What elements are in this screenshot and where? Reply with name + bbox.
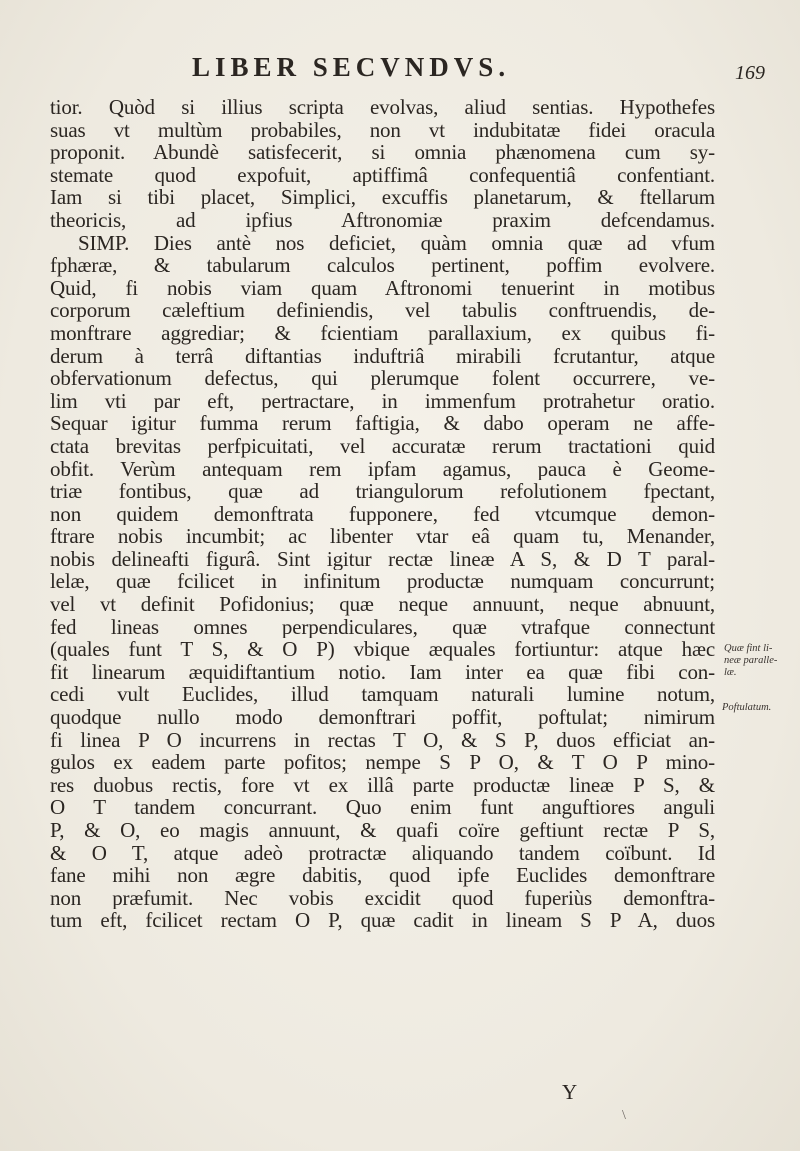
text-line: vel vt definit Pofidonius; quæ neque annuunt, neque abnuunt, — [50, 593, 715, 616]
text-line: lelæ, quæ fcilicet in infinitum productæ numquam concurrunt; — [50, 570, 715, 594]
text-body — [50, 96, 715, 932]
text-line: SIMP. Dies antè nos deficiet, quàm omnia quæ ad vfum — [78, 231, 715, 255]
text-line: fphæræ, & tabularum calculos pertinent, poffim evolvere. — [50, 254, 715, 277]
text-line: O T tandem concurrant. Quo enim funt anguftiores anguli — [50, 796, 715, 819]
text-line: fed lineas omnes perpendiculares, quæ vtrafque connectunt — [50, 615, 715, 639]
page-number: 169 — [735, 62, 765, 84]
text-line: triæ fontibus, quæ ad triangulorum refolutionem fpectant, — [50, 480, 715, 503]
text-line: nobis delineafti figurâ. Sint igitur rectæ lineæ A S, & D T paral- — [50, 547, 715, 571]
text-line: & O T, atque adeò protractæ aliquando tandem coïbunt. Id — [50, 841, 715, 865]
text-line: monftrare aggrediar; & fcientiam parallaxium, ex quibus fi- — [50, 321, 715, 345]
text-line: lim vti par eft, pertractare, in immenfum protrahetur oratio. — [50, 389, 715, 413]
text-line: Quid, fi nobis viam quam Aftronomi tenuerint in motibus — [50, 276, 715, 300]
text-line: fane mihi non ægre dabitis, quod ipfe Euclides demonftrare — [50, 864, 715, 887]
margin-note-parallel-lines: Quæ fint li- neæ paralle- læ. — [724, 643, 778, 678]
text-line: cedi vult Euclides, illud tamquam naturali lumine notum, — [50, 683, 715, 707]
footer-mark: \ — [622, 1108, 626, 1123]
text-line: tum eft, fcilicet rectam O P, quæ cadit in lineam S P A, duos — [50, 909, 715, 932]
text-line: ftrare nobis incumbit; ac libenter vtar eâ quam tu, Menander, — [50, 525, 715, 548]
text-line: res duobus rectis, fore vt ex illâ parte productæ lineæ P S, & — [50, 773, 715, 797]
signature-mark: Y — [562, 1080, 578, 1104]
running-header: LIBER SECVNDVS. — [192, 52, 511, 82]
text-line: obfervationum defectus, qui plerumque folent occurrere, ve- — [50, 367, 715, 390]
text-line: non quidem demonftrata fupponere, fed vtcumque demon- — [50, 502, 715, 526]
text-line: fi linea P O incurrens in rectas T O, & S P, duos efficiat an- — [50, 728, 715, 752]
text-line: proponit. Abundè satisfecerit, si omnia phænomena cum sy- — [50, 141, 715, 164]
text-line: fit linearum æquidiftantium notio. Iam inter ea quæ fibi con- — [50, 660, 715, 684]
text-line: tior. Quòd si illius scripta evolvas, aliud sentias. Hypothefes — [50, 96, 715, 119]
text-line: Iam si tibi placet, Simplici, excuffis planetarum, & ftellarum — [50, 186, 715, 209]
text-line: stemate quod expofuit, aptiffimâ confequentiâ confentiant. — [50, 163, 715, 187]
text-line: derum à terrâ diftantias induftriâ mirabili fcrutantur, atque — [50, 344, 715, 368]
text-line: non præfumit. Nec vobis excidit quod fuperiùs demonftra- — [50, 886, 715, 910]
text-line: P, & O, eo magis annuunt, & quafi coïre geftiunt rectæ P S, — [50, 819, 715, 842]
margin-note-postulate: Poftulatum. — [722, 702, 772, 713]
text-line: Sequar igitur fumma rerum faftigia, & dabo operam ne affe- — [50, 412, 715, 435]
text-line: obfit. Verùm antequam rem ipfam agamus, pauca è Geome- — [50, 457, 715, 481]
text-line: suas vt multùm probabiles, non vt indubitatæ fidei oracula — [50, 118, 715, 142]
text-line: corporum cæleftium definiendis, vel tabulis conftruendis, de- — [50, 299, 715, 322]
text-line: (quales funt T S, & O P) vbique æquales fortiuntur: atque hæc — [50, 638, 715, 661]
text-line: gulos ex eadem parte pofitos; nempe S P O, & T O P mino- — [50, 751, 715, 774]
text-line: quodque nullo modo demonftrari poffit, poftulat; nimirum — [50, 706, 715, 729]
text-line: theoricis, ad ipfius Aftronomiæ praxim defcendamus. — [50, 208, 715, 232]
text-line: ctata brevitas perfpicuitati, vel accuratæ rerum tractationi quid — [50, 434, 715, 458]
